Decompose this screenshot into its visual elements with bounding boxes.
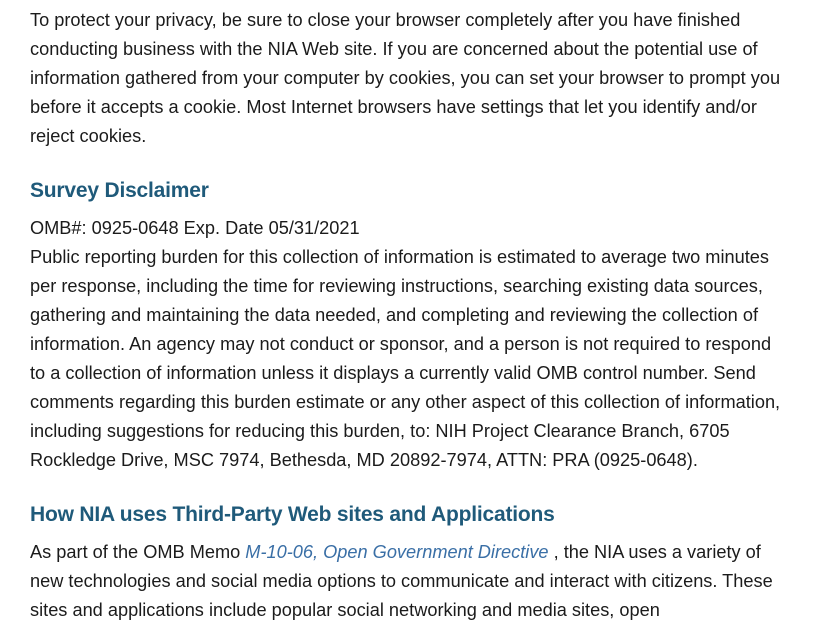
privacy-paragraph: To protect your privacy, be sure to close your browser completely after you have finished conducting business with the NIA Web site. If you are concerned about the potential use of information gathered from your computer by cookies, you can set your browser to prompt you before it accepts a cookie. Most Internet browsers have settings that let you identify and/or reject cookies.	[30, 10, 781, 146]
third-party-paragraph	[30, 538, 790, 625]
third-party-heading: How NIA uses Third-Party Web sites and Applications	[30, 503, 555, 526]
third-party-intro-text: As part of the OMB Memo	[30, 542, 246, 562]
omb-number-line: OMB#: 0925-0648 Exp. Date 05/31/2021	[30, 218, 360, 238]
survey-burden-paragraph: Public reporting burden for this collection of information is estimated to average two minutes per response, including the time for reviewing instructions, searching existing data sources, gathering and maintaining the data needed, and completing and reviewing the collection of information. An agency may not conduct or sponsor, and a person is not required to respond to a collection of information unless it displays a currently valid OMB control number. Send comments regarding this burden estimate or any other aspect of this collection of information, including suggestions for reducing this burden, to: NIH Project Clearance Branch, 6705 Rockledge Drive, MSC 7974, Bethesda, MD 20892-7974, ATTN: PRA (0925-0648).	[30, 247, 781, 470]
main-content	[30, 6, 790, 625]
third-party-continuation-text: , the NIA uses a variety of new technologies and social media options to communicate and interact with citizens. These sites and applications include popular social networking and media sites, open	[30, 542, 773, 620]
survey-disclaimer-heading: Survey Disclaimer	[30, 179, 209, 202]
open-government-directive-link[interactable]: M-10-06, Open Government Directive	[245, 542, 549, 562]
